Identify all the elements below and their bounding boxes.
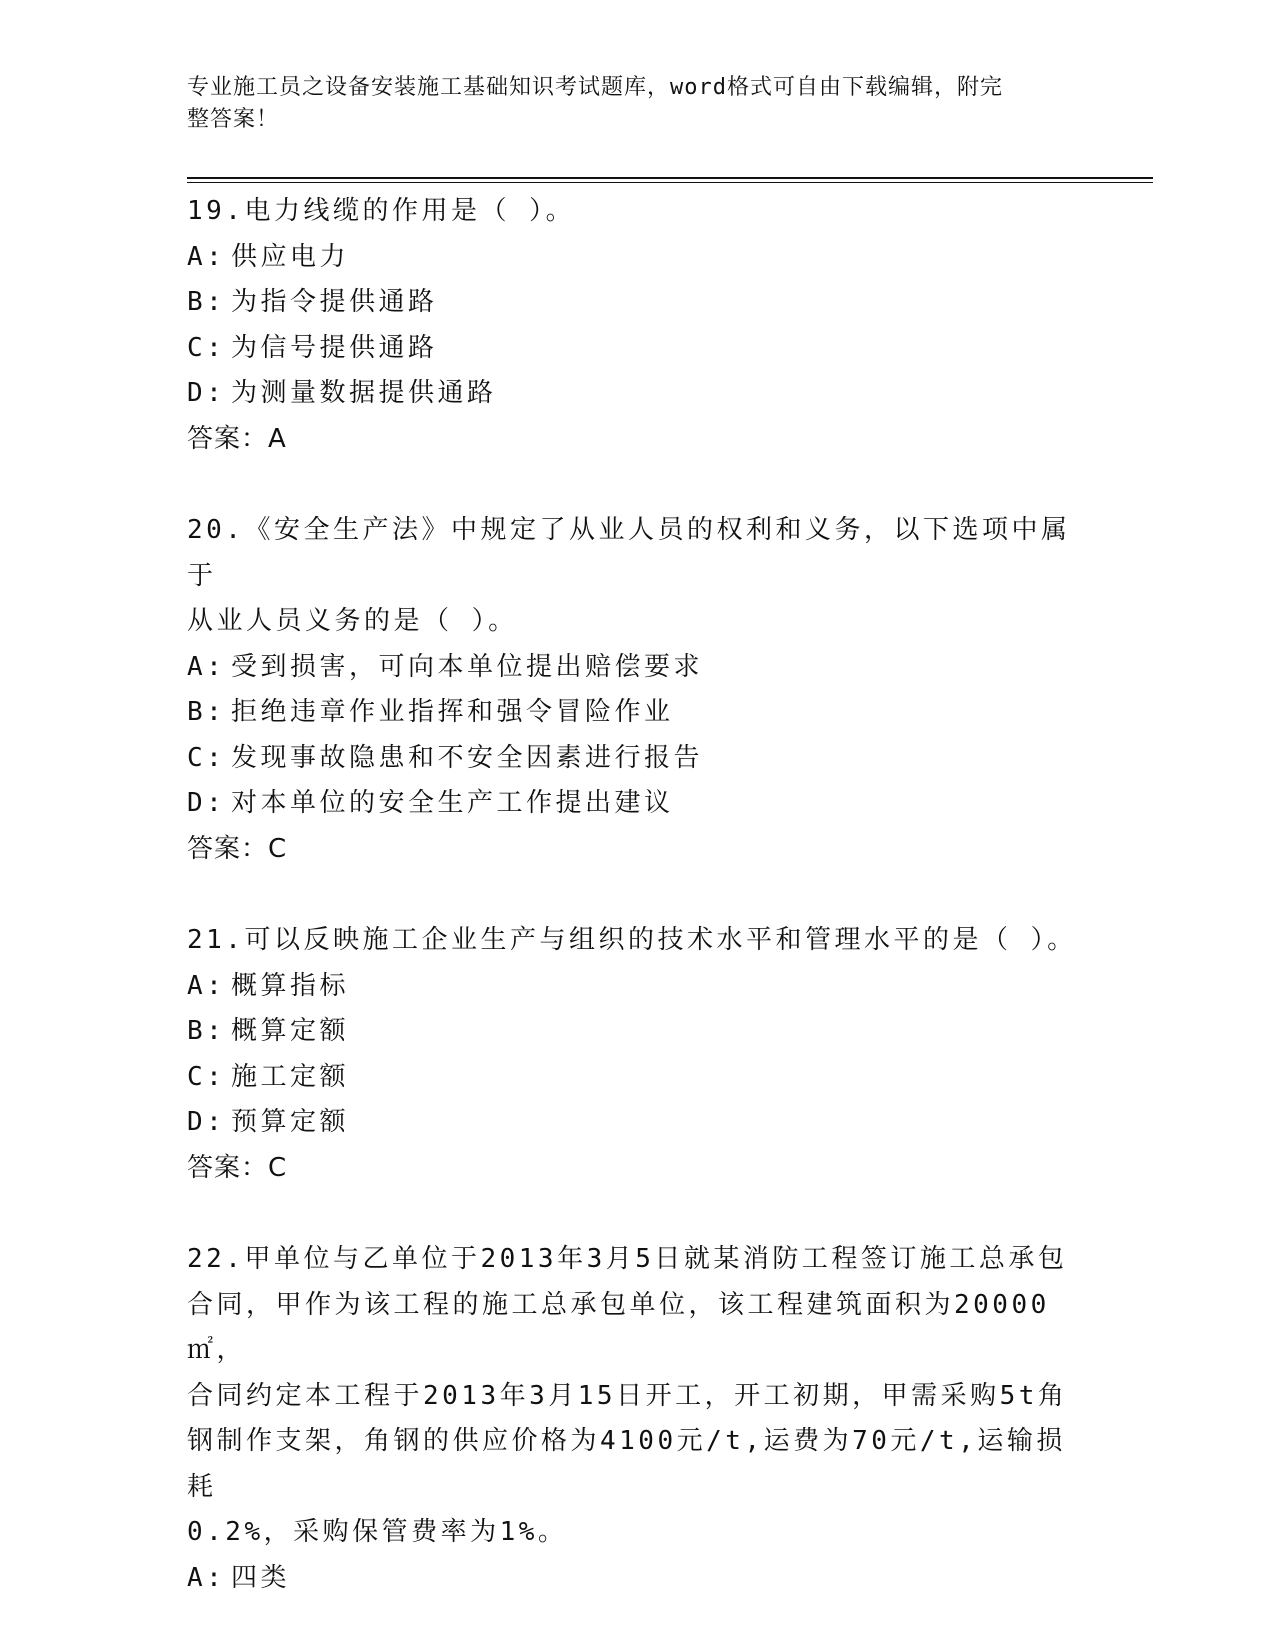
option-text: 施工定额 bbox=[231, 1061, 350, 1092]
option-letter: C: bbox=[187, 1061, 226, 1092]
option-text: 为指令提供通路 bbox=[231, 287, 438, 317]
question-20 bbox=[187, 508, 1087, 872]
option-letter: A: bbox=[187, 970, 226, 1001]
option-text: 供应电力 bbox=[231, 241, 350, 272]
question-stem-line-4: 钢制作支架，角钢的供应价格为4100元/t,运费为70元/t,运输损耗 bbox=[187, 1426, 1066, 1502]
header-rule-thick bbox=[187, 177, 1153, 179]
option-letter: A: bbox=[187, 651, 226, 682]
option-a bbox=[187, 1556, 1087, 1602]
document-header bbox=[187, 72, 1067, 136]
option-letter: C: bbox=[187, 332, 226, 363]
option-c bbox=[187, 736, 1087, 782]
option-text: 概算定额 bbox=[231, 1016, 350, 1046]
option-letter: A: bbox=[187, 241, 226, 272]
option-text: 预算定额 bbox=[231, 1107, 350, 1137]
option-text: 对本单位的安全生产工作提出建议 bbox=[231, 788, 674, 818]
header-line-2: 整答案！ bbox=[187, 107, 280, 132]
question-stem-line-5: 0.2%，采购保管费率为1%。 bbox=[187, 1517, 568, 1547]
option-d bbox=[187, 371, 1087, 417]
option-c bbox=[187, 1055, 1087, 1101]
option-b bbox=[187, 690, 1087, 736]
question-stem: 19.电力线缆的作用是（ ）。 bbox=[187, 196, 576, 226]
option-b bbox=[187, 280, 1087, 326]
option-text: 概算指标 bbox=[231, 970, 350, 1001]
option-d bbox=[187, 781, 1087, 827]
question-list bbox=[187, 189, 1087, 1647]
option-text: 为信号提供通路 bbox=[231, 332, 438, 363]
option-letter: D: bbox=[187, 788, 226, 818]
option-letter: B: bbox=[187, 697, 226, 727]
option-a bbox=[187, 964, 1087, 1010]
option-letter: B: bbox=[187, 1016, 226, 1046]
option-letter: D: bbox=[187, 378, 226, 408]
option-d bbox=[187, 1100, 1087, 1146]
option-text: 受到损害，可向本单位提出赔偿要求 bbox=[231, 651, 704, 682]
question-stem-line-2: 从业人员义务的是（ ）。 bbox=[187, 606, 518, 636]
answer-label: 答案：C bbox=[187, 1152, 288, 1183]
option-letter: A: bbox=[187, 1562, 226, 1593]
question-19 bbox=[187, 189, 1087, 462]
option-letter: B: bbox=[187, 287, 226, 317]
option-a bbox=[187, 235, 1087, 281]
option-text: 四类 bbox=[231, 1562, 291, 1593]
option-text: 发现事故隐患和不安全因素进行报告 bbox=[231, 742, 704, 773]
answer-label: 答案：C bbox=[187, 833, 288, 864]
question-stem: 21.可以反映施工企业生产与组织的技术水平和管理水平的是（ ）。 bbox=[187, 925, 1077, 955]
question-stem-line-1: 22.甲单位与乙单位于2013年3月5日就某消防工程签订施工总承包 bbox=[187, 1244, 1068, 1274]
question-22 bbox=[187, 1237, 1087, 1601]
header-line-1: 专业施工员之设备安装施工基础知识考试题库，word格式可自由下载编辑，附完 bbox=[187, 75, 1003, 100]
option-text: 拒绝违章作业指挥和强令冒险作业 bbox=[231, 697, 674, 727]
option-letter: D: bbox=[187, 1107, 226, 1137]
option-letter: C: bbox=[187, 742, 226, 773]
question-stem-line-1: 20.《安全生产法》中规定了从业人员的权利和义务，以下选项中属于 bbox=[187, 515, 1071, 591]
option-b bbox=[187, 1009, 1087, 1055]
option-c bbox=[187, 326, 1087, 372]
question-stem-line-2: 合同，甲作为该工程的施工总承包单位，该工程建筑面积为20000㎡， bbox=[187, 1289, 1050, 1365]
question-21 bbox=[187, 918, 1087, 1191]
answer-label: 答案：A bbox=[187, 423, 287, 454]
question-stem-line-3: 合同约定本工程于2013年3月15日开工，开工初期，甲需采购5t角 bbox=[187, 1380, 1068, 1411]
option-text: 为测量数据提供通路 bbox=[231, 378, 497, 408]
option-a bbox=[187, 645, 1087, 691]
header-rule-thin bbox=[187, 182, 1153, 183]
